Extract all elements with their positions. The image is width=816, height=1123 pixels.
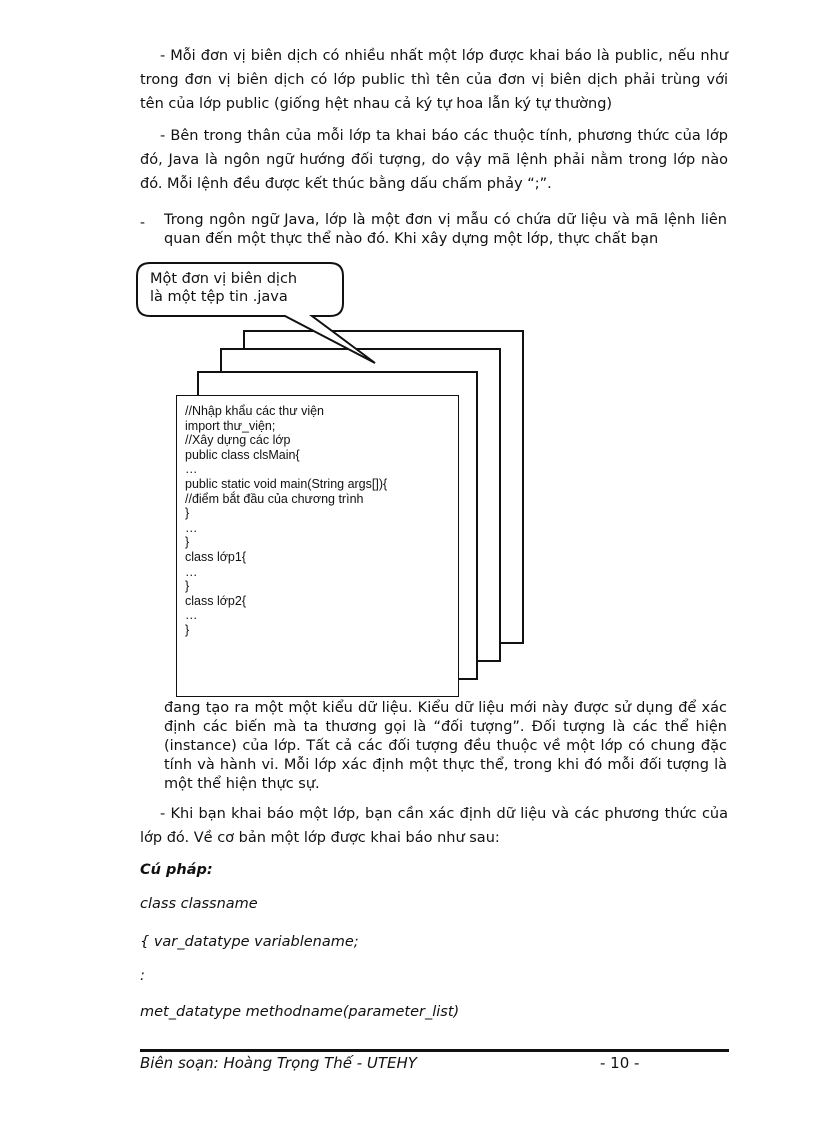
code-line: //Nhập khẩu các thư viện — [185, 404, 325, 418]
paragraph-class-definition-part1: Trong ngôn ngữ Java, lớp là một đơn vị mẫu có chứa dữ liệu và mã lệnh liên quan đến một thực thể nào đó. Khi xây dựng một lớp, thực chất bạn — [164, 212, 727, 247]
syntax-heading: Cú pháp: — [140, 862, 213, 878]
code-line: … — [185, 608, 198, 623]
footer-author: Biên soạn: Hoàng Trọng Thế - UTEHY — [140, 1054, 417, 1072]
syntax-line-1: class classname — [140, 896, 258, 912]
bullet-mark: - — [140, 215, 146, 231]
paragraph-public-class-rule: - Mỗi đơn vị biên dịch có nhiều nhất một lớp được khai báo là public, nếu như trong đơn vị biên dịch có lớp public thì tên của đơn vị biên dịch phải trùng với tên của lớp public (giống hệt nhau cả ký tự hoa lẫn ký tự thường) — [140, 48, 728, 112]
code-line: //Xây dựng các lớp — [185, 433, 291, 448]
callout-text — [150, 270, 335, 306]
syntax-line-3: : — [140, 968, 145, 984]
code-line: } — [185, 506, 190, 521]
code-line: … — [185, 462, 198, 477]
code-line: public static void main(String args[]){ — [185, 477, 388, 491]
paragraph-class-declaration: - Khi bạn khai báo một lớp, bạn cần xác định dữ liệu và các phương thức của lớp đó. Về cơ bản một lớp được khai báo như sau: — [140, 806, 728, 846]
code-line: //điểm bắt đầu của chương trình — [185, 491, 364, 506]
code-line: class lớp1{ — [185, 550, 247, 564]
code-line: … — [185, 520, 198, 535]
footer-rule — [140, 1049, 729, 1052]
code-line: } — [185, 623, 190, 637]
code-line: … — [185, 564, 198, 579]
paragraph-class-body: - Bên trong thân của mỗi lớp ta khai báo các thuộc tính, phương thức của lớp đó, Java là ngôn ngữ hướng đối tượng, do vậy mã lệnh phải nằm trong lớp nào đó. Mỗi lệnh đều được kết thúc bằng dấu chấm phảy “;”. — [140, 128, 728, 192]
code-line: public class clsMain{ — [185, 447, 300, 462]
code-line: class lớp2{ — [185, 593, 247, 608]
syntax-line-2: { var_datatype variablename; — [140, 934, 359, 950]
syntax-line-4: met_datatype methodname(parameter_list) — [140, 1004, 460, 1020]
code-line: } — [185, 535, 190, 550]
callout-line-2: là một tệp tin .java — [150, 289, 288, 305]
code-line: import thư_viện; — [185, 418, 276, 433]
callout-line-1: Một đơn vị biên dịch — [150, 271, 298, 287]
code-line: } — [185, 579, 190, 594]
paragraph-class-definition-part2: đang tạo ra một một kiểu dữ liệu. Kiểu dữ liệu mới này được sử dụng để xác định các biến mà ta thương gọi là “đối tượng”. Đối tượng là các thể hiện (instance) của lớp. Tất cả các đối tượng đều thuộc về một lớp có chung đặc tính và hành vi. Mỗi lớp xác định một thực thể, trong khi đó mỗi đối tượng là một thể hiện thực sự. — [164, 700, 727, 792]
footer-page-number: - 10 - — [600, 1054, 640, 1072]
